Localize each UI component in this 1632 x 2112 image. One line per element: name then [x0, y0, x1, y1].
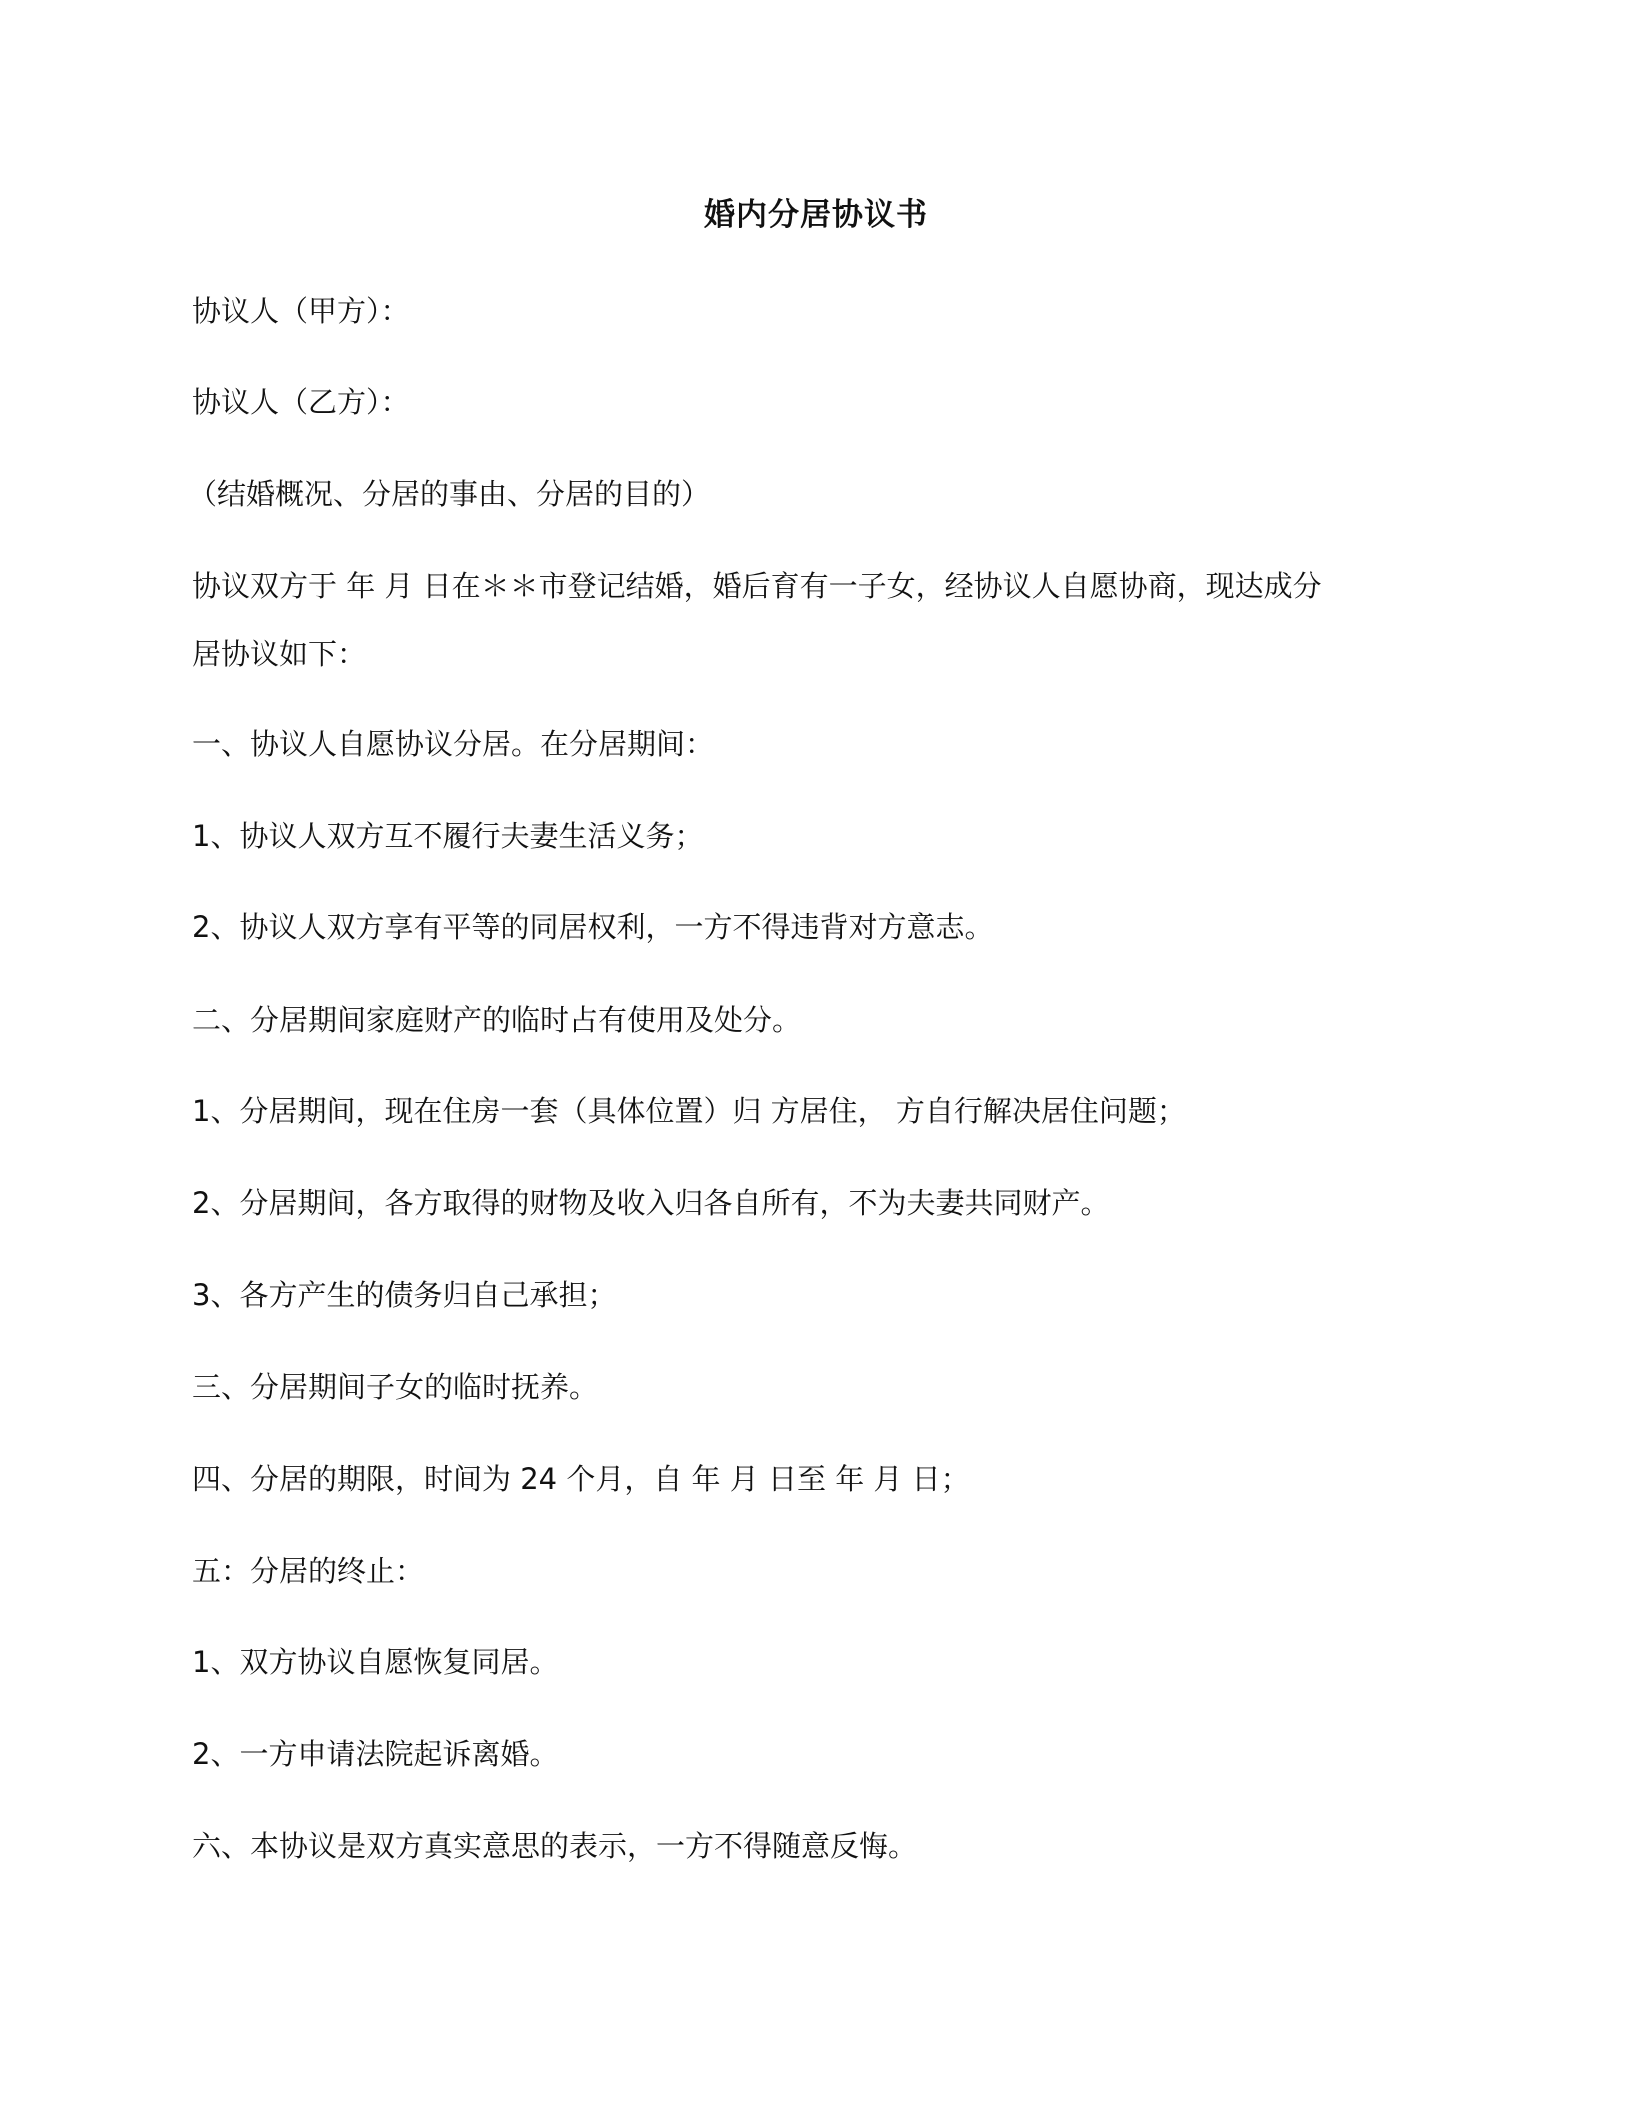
clause-2-item-3: 3、各方产生的债务归自己承担； [192, 1278, 617, 1312]
party-a-line: 协议人（甲方）： [192, 294, 410, 328]
clause-5-item-1: 1、双方协议自愿恢复同居。 [192, 1645, 559, 1679]
clause-2-item-2: 2、分居期间，各方取得的财物及收入归各自所有，不为夫妻共同财产。 [192, 1186, 1110, 1220]
clause-1-item-2: 2、协议人双方享有平等的同居权利，一方不得违背对方意志。 [192, 910, 994, 944]
background-note: （结婚概况、分居的事由、分居的目的） [188, 477, 711, 511]
clause-2-item-1: 1、分居期间，现在住房一套（具体位置）归 方居住， 方自行解决居住问题； [192, 1094, 1186, 1128]
clause-2-heading: 二、分居期间家庭财产的临时占有使用及处分。 [192, 1003, 802, 1037]
document-title: 婚内分居协议书 [704, 197, 928, 233]
clause-1-item-1: 1、协议人双方互不履行夫妻生活义务； [192, 819, 704, 853]
clause-5-item-2: 2、一方申请法院起诉离婚。 [192, 1737, 559, 1771]
clause-1-heading: 一、协议人自愿协议分居。在分居期间： [192, 727, 715, 761]
clause-4-heading: 四、分居的期限，时间为 24 个月，自 年 月 日至 年 月 日； [192, 1462, 970, 1496]
clause-3-heading: 三、分居期间子女的临时抚养。 [192, 1370, 599, 1404]
preamble-line-1: 协议双方于 年 月 日在＊＊市登记结婚，婚后育有一子女，经协议人自愿协商，现达成分 [192, 569, 1322, 603]
clause-5-heading: 五：分居的终止： [192, 1554, 425, 1588]
preamble-line-2: 居协议如下： [192, 637, 367, 671]
clause-6-heading: 六、本协议是双方真实意思的表示，一方不得随意反悔。 [192, 1829, 918, 1863]
party-b-line: 协议人（乙方）： [192, 385, 410, 419]
